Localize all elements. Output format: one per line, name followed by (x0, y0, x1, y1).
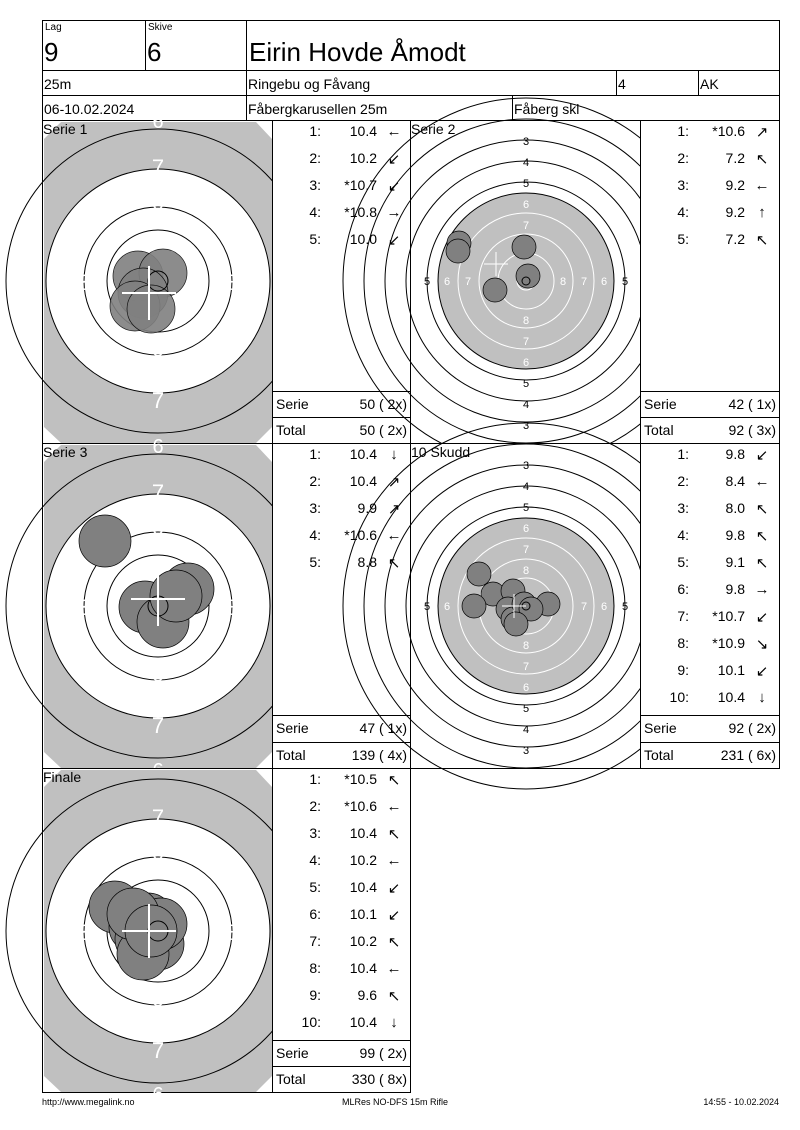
date: 06-10.02.2024 (44, 101, 135, 117)
footer-timestamp: 14:55 - 10.02.2024 (703, 1097, 779, 1107)
ring-number: 6 (443, 276, 451, 288)
ring-number: 8 (522, 315, 530, 327)
shot-row: 3: *10.7 ↙ (273, 177, 409, 201)
ring-label: 6 (152, 1084, 164, 1106)
target-panel-10-skudd (410, 443, 641, 769)
panel-title: 10 Skudd (411, 444, 471, 460)
lag-value: 9 (44, 37, 59, 67)
ring-label: 6 (152, 111, 164, 133)
shot-row: 5: 7.2 ↖ (641, 231, 777, 255)
direction-arrow-icon: ↖ (755, 151, 769, 168)
ring-label: 8 (225, 595, 239, 620)
ring-number: 7 (522, 220, 530, 232)
ring-label: 7 (151, 480, 165, 505)
shot-row: 1: 10.4 ← (273, 123, 409, 147)
ring-label: 8 (225, 920, 239, 945)
direction-arrow-icon: ← (386, 852, 402, 869)
ring-label: 8 (78, 270, 92, 295)
shot-list-serie-2 (640, 120, 780, 444)
shot-row: 3: 8.0 ↖ (641, 500, 777, 524)
shot-row: 2: 7.2 ↖ (641, 150, 777, 174)
ring-number: 8 (522, 565, 530, 577)
footer-software: MLRes NO-DFS 15m Rifle (342, 1097, 449, 1107)
ring-number: 3 (522, 745, 530, 757)
skive-label: Skive (148, 22, 173, 33)
direction-arrow-icon: ↓ (390, 1014, 398, 1031)
event: Fåbergkarusellen 25m (248, 101, 388, 117)
class-code-cell (698, 70, 780, 96)
distance: 25m (44, 76, 72, 92)
direction-arrow-icon: ← (386, 527, 402, 544)
serie-sum-row: Serie 92 ( 2x) (641, 715, 779, 742)
target-panel-serie-2 (410, 120, 641, 444)
ring-number: 4 (522, 724, 530, 736)
direction-arrow-icon: ↙ (387, 880, 401, 897)
event-cell (246, 95, 513, 121)
ring-number: 7 (522, 544, 530, 556)
club: Ringebu og Fåvang (248, 76, 371, 92)
ring-label: 8 (151, 847, 165, 872)
ring-label: 8 (151, 197, 165, 222)
shot-row: 1: 9.8 ↙ (641, 446, 777, 470)
direction-arrow-icon: ← (386, 798, 402, 815)
ring-number: 5 (423, 276, 431, 288)
skive-cell (145, 20, 247, 71)
ring-label: 8 (151, 522, 165, 547)
direction-arrow-icon: ↓ (758, 689, 766, 706)
ring-number: 6 (522, 199, 530, 211)
distance-cell (42, 70, 247, 96)
ring-number: 6 (522, 682, 530, 694)
direction-arrow-icon: ↖ (387, 772, 401, 789)
ring-label: 8 (78, 920, 92, 945)
total-sum-row: Total 50 ( 2x) (273, 417, 410, 444)
ring-label: 7 (151, 713, 165, 738)
ring-number: 8 (559, 276, 567, 288)
shot-row: 4: 9.2 ↑ (641, 204, 777, 228)
shot-row: 6: 9.8 → (641, 581, 777, 605)
ring-label: 6 (152, 436, 164, 458)
name-cell (246, 20, 780, 71)
ring-label: 8 (151, 994, 165, 1019)
shot-row: 1: 10.4 ↓ (273, 446, 409, 470)
ring-number: 3 (522, 420, 530, 432)
shot-row: 10: 10.4 ↓ (641, 689, 777, 713)
direction-arrow-icon: ↙ (755, 609, 769, 626)
total-sum-row: Total 139 ( 4x) (273, 742, 410, 769)
direction-arrow-icon: ← (386, 960, 402, 977)
serie-sum-row: Serie 99 ( 2x) (273, 1040, 410, 1067)
ring-label: 8 (225, 270, 239, 295)
direction-arrow-icon: → (386, 204, 402, 221)
shot-row: 9: 9.6 ↖ (273, 987, 409, 1011)
shot-row: 5: 10.0 ↙ (273, 231, 409, 255)
ring-number: 4 (522, 399, 530, 411)
direction-arrow-icon: ↗ (387, 501, 401, 518)
ring-number: 5 (522, 378, 530, 390)
panel-title: Serie 1 (43, 121, 88, 137)
shot-row: 4: 9.8 ↖ (641, 527, 777, 551)
panel-title: Finale (43, 769, 82, 785)
direction-arrow-icon: ↖ (387, 934, 401, 951)
direction-arrow-icon: ↑ (758, 204, 766, 221)
footer-url[interactable]: http://www.megalink.no (42, 1097, 135, 1107)
shot-list-serie-3 (272, 443, 411, 769)
venue: Fåberg skl (514, 101, 580, 117)
shot-row: 6: 10.1 ↙ (273, 906, 409, 930)
class-code: AK (700, 76, 719, 92)
shot-row: 2: 8.4 ← (641, 473, 777, 497)
ring-label: 8 (78, 595, 92, 620)
ring-number: 7 (464, 276, 472, 288)
shot-row: 5: 9.1 ↖ (641, 554, 777, 578)
lag-cell (42, 20, 146, 71)
direction-arrow-icon: ↙ (755, 447, 769, 464)
shot-row: 7: 10.2 ↖ (273, 933, 409, 957)
ring-number: 3 (522, 136, 530, 148)
total-sum-row: Total 92 ( 3x) (641, 417, 779, 444)
direction-arrow-icon: ↓ (390, 446, 398, 463)
full-target (411, 444, 642, 770)
direction-arrow-icon: ↖ (755, 501, 769, 518)
direction-arrow-icon: ↗ (387, 474, 401, 491)
zoomed-target (43, 436, 274, 770)
ring-number: 6 (443, 601, 451, 613)
ring-label: 8 (151, 344, 165, 369)
ring-number: 6 (600, 601, 608, 613)
shot-row: 8: 10.4 ← (273, 960, 409, 984)
ring-number: 5 (423, 601, 431, 613)
direction-arrow-icon: ↙ (387, 151, 401, 168)
panel-title: Serie 2 (411, 121, 456, 137)
shot-row: 3: 9.9 ↗ (273, 500, 409, 524)
direction-arrow-icon: → (754, 581, 770, 598)
ring-label: 7 (151, 1038, 165, 1063)
ring-number: 6 (522, 357, 530, 369)
shot-row: 5: 8.8 ↖ (273, 554, 409, 578)
zoomed-target (43, 111, 274, 445)
ring-number: 5 (522, 178, 530, 190)
target-panel-serie-3 (42, 436, 273, 769)
shooter-name: Eirin Hovde Åmodt (249, 37, 466, 67)
ring-number: 4 (522, 481, 530, 493)
total-sum-row: Total 330 ( 8x) (273, 1066, 410, 1093)
shot-row: 3: 9.2 ← (641, 177, 777, 201)
ring-number: 5 (522, 502, 530, 514)
direction-arrow-icon: ↘ (755, 636, 769, 653)
direction-arrow-icon: ↖ (755, 528, 769, 545)
direction-arrow-icon: ↙ (755, 663, 769, 680)
direction-arrow-icon: ← (386, 123, 402, 140)
shot-row: 9: 10.1 ↙ (641, 662, 777, 686)
panel-title: Serie 3 (43, 444, 88, 460)
shot-list-10-skudd (640, 443, 780, 769)
ring-label: 8 (151, 669, 165, 694)
serie-sum-row: Serie 42 ( 1x) (641, 391, 779, 418)
ring-number: 5 (621, 276, 629, 288)
ring-number: 7 (580, 276, 588, 288)
direction-arrow-icon: ↙ (387, 232, 401, 249)
ring-number: 8 (522, 640, 530, 652)
shot-row: 7: *10.7 ↙ (641, 608, 777, 632)
serie-sum-row: Serie 47 ( 1x) (273, 715, 410, 742)
ring-number: 3 (522, 460, 530, 472)
ring-number: 5 (621, 601, 629, 613)
ring-label: 7 (151, 155, 165, 180)
shot-row: 1: *10.6 ↗ (641, 123, 777, 147)
shot-row: 4: *10.8 → (273, 204, 409, 228)
shot-row: 5: 10.4 ↙ (273, 879, 409, 903)
date-cell (42, 95, 247, 121)
ring-number: 7 (522, 336, 530, 348)
direction-arrow-icon: ← (754, 473, 770, 490)
shot-row: 1: *10.5 ↖ (273, 771, 409, 795)
shot-row: 4: *10.6 ← (273, 527, 409, 551)
direction-arrow-icon: ↖ (387, 555, 401, 572)
direction-arrow-icon: ↗ (755, 124, 769, 141)
shot-row: 2: 10.4 ↗ (273, 473, 409, 497)
class-num-cell (616, 70, 699, 96)
shot-row: 2: *10.6 ← (273, 798, 409, 822)
direction-arrow-icon: ↖ (755, 555, 769, 572)
direction-arrow-icon: ↖ (755, 232, 769, 249)
ring-number: 5 (522, 703, 530, 715)
shot-list-serie-1 (272, 120, 411, 444)
serie-sum-row: Serie 50 ( 2x) (273, 391, 410, 418)
direction-arrow-icon: ↙ (387, 907, 401, 924)
skive-value: 6 (147, 37, 162, 67)
lag-label: Lag (45, 22, 62, 33)
venue-cell (512, 95, 780, 121)
ring-label: 7 (151, 805, 165, 830)
ring-number: 4 (522, 157, 530, 169)
shot-list-finale (272, 768, 411, 1093)
ring-label: 7 (151, 388, 165, 413)
shot-row: 3: 10.4 ↖ (273, 825, 409, 849)
full-target (411, 121, 642, 445)
ring-number: 7 (580, 601, 588, 613)
class-number: 4 (618, 76, 626, 92)
direction-arrow-icon: ← (754, 177, 770, 194)
ring-number: 7 (522, 661, 530, 673)
ring-number: 6 (600, 276, 608, 288)
shot-row: 10: 10.4 ↓ (273, 1014, 409, 1038)
ring-number: 6 (522, 523, 530, 535)
direction-arrow-icon: ↖ (387, 988, 401, 1005)
shot-row: 4: 10.2 ← (273, 852, 409, 876)
direction-arrow-icon: ↙ (387, 178, 401, 195)
total-sum-row: Total 231 ( 6x) (641, 742, 779, 769)
target-panel-serie-1 (42, 111, 273, 444)
shot-row: 2: 10.2 ↙ (273, 150, 409, 174)
club-cell (246, 70, 617, 96)
shot-row: 8: *10.9 ↘ (641, 635, 777, 659)
direction-arrow-icon: ↖ (387, 826, 401, 843)
